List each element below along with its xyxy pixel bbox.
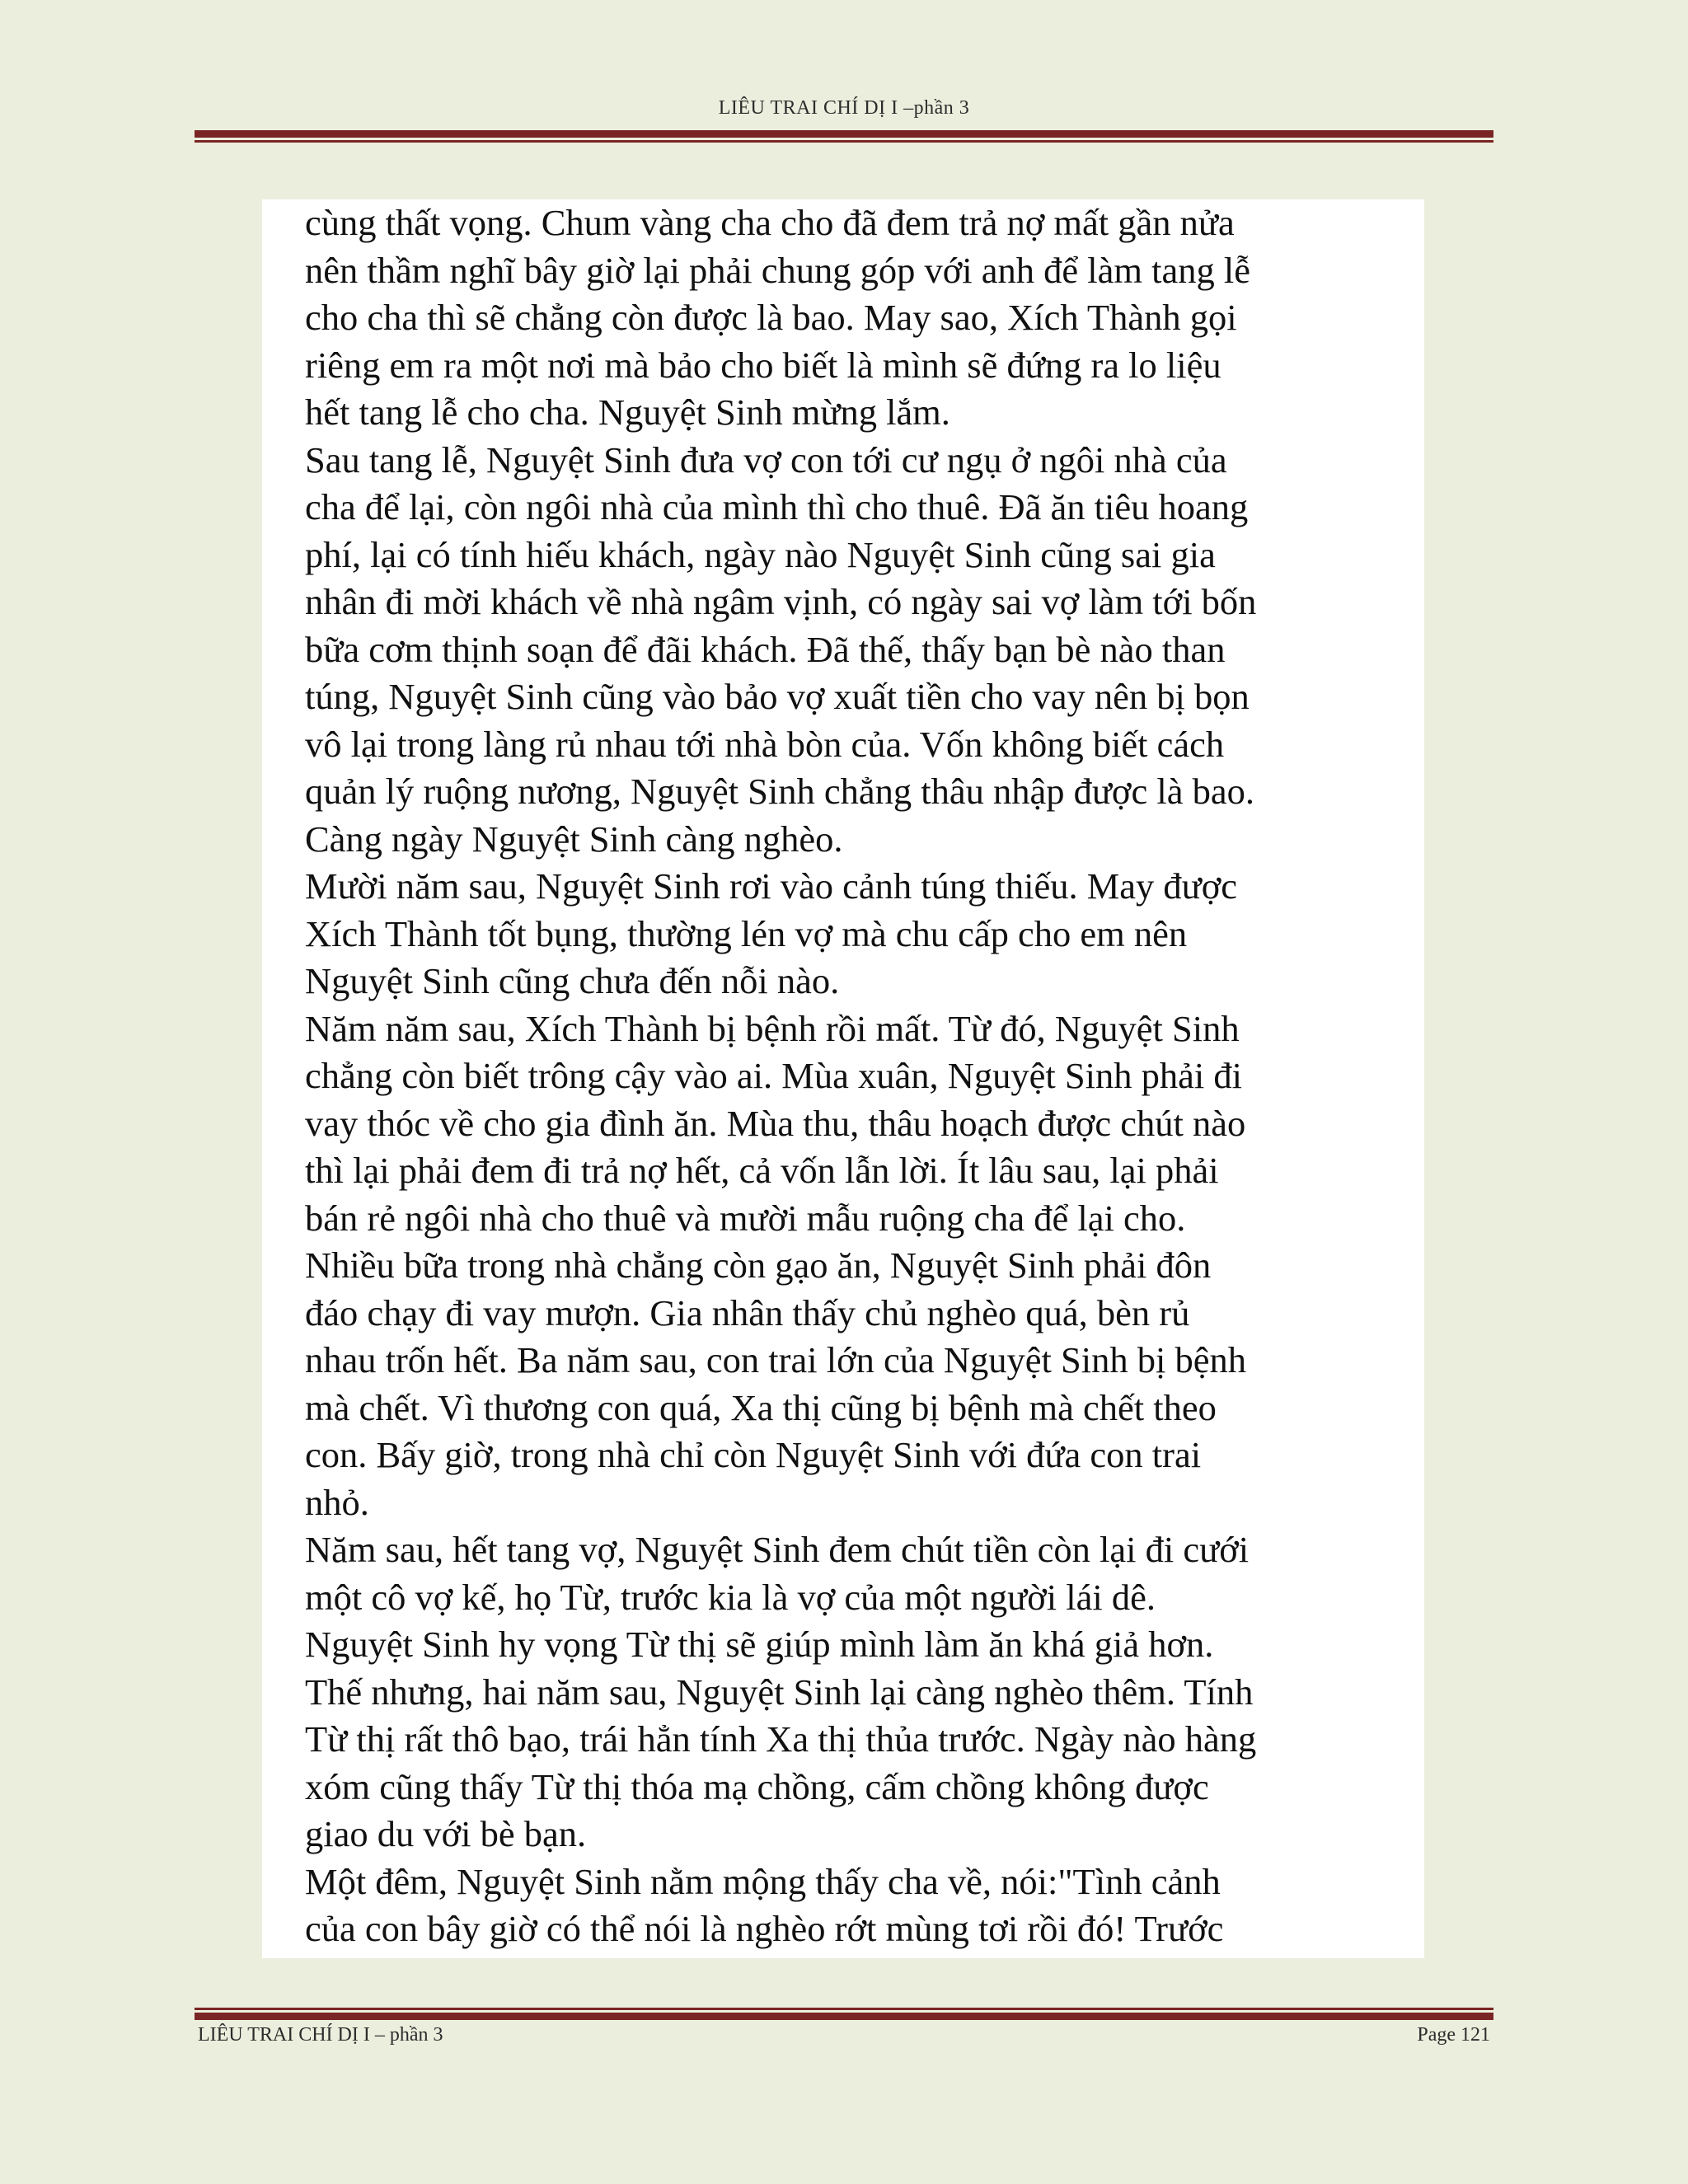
text-line: bữa cơm thịnh soạn để đãi khách. Đã thế, thấy bạn bè nào than <box>305 628 1226 670</box>
text-line: Năm sau, hết tang vợ, Nguyệt Sinh đem chút tiền còn lại đi cưới <box>305 1529 1250 1570</box>
text-line: hết tang lễ cho cha. Nguyệt Sinh mừng lắm. <box>305 391 950 433</box>
text-line: Thế nhưng, hai năm sau, Nguyệt Sinh lại càng nghèo thêm. Tính <box>305 1671 1254 1713</box>
page-number: Page 121 <box>1417 2024 1490 2046</box>
text-line: cho cha thì sẽ chẳng còn được là bao. May sao, Xích Thành gọi <box>305 297 1237 338</box>
header-rule-thick <box>195 130 1493 138</box>
text-line: Xích Thành tốt bụng, thường lén vợ mà chu cấp cho em nên <box>305 912 1188 954</box>
text-line: bán rẻ ngôi nhà cho thuê và mười mẫu ruộng cha để lại cho. <box>305 1197 1186 1239</box>
text-line: cha để lại, còn ngôi nhà của mình thì cho thuê. Đã ăn tiêu hoang <box>305 486 1249 527</box>
text-line: Năm năm sau, Xích Thành bị bệnh rồi mất. Từ đó, Nguyệt Sinh <box>305 1007 1240 1049</box>
text-line: vay thóc về cho gia đình ăn. Mùa thu, thâu hoạch được chút nào <box>305 1102 1246 1144</box>
text-line: Từ thị rất thô bạo, trái hẳn tính Xa thị thủa trước. Ngày nào hàng <box>305 1718 1257 1760</box>
body-text <box>305 199 1409 1953</box>
text-line: Sau tang lễ, Nguyệt Sinh đưa vợ con tới cư ngụ ở ngôi nhà của <box>305 438 1227 480</box>
text-line: nhân đi mời khách về nhà ngâm vịnh, có ngày sai vợ làm tới bốn <box>305 581 1257 622</box>
text-line: nhỏ. <box>305 1481 369 1523</box>
text-line: giao du với bè bạn. <box>305 1813 587 1854</box>
text-line: xóm cũng thấy Từ thị thóa mạ chồng, cấm chồng không được <box>305 1765 1209 1807</box>
text-line: mà chết. Vì thương con quá, Xa thị cũng bị bệnh mà chết theo <box>305 1386 1217 1428</box>
text-line: Càng ngày Nguyệt Sinh càng nghèo. <box>305 818 843 860</box>
footer-rule-thick <box>195 2013 1493 2020</box>
header-rule <box>195 130 1493 143</box>
text-line: cùng thất vọng. Chum vàng cha cho đã đem trả nợ mất gần nửa <box>305 202 1235 243</box>
text-line: một cô vợ kế, họ Từ, trước kia là vợ của một người lái dê. <box>305 1576 1156 1618</box>
text-line: quản lý ruộng nương, Nguyệt Sinh chẳng thâu nhập được là bao. <box>305 771 1254 812</box>
footer-title: LIÊU TRAI CHÍ DỊ I – phần 3 <box>198 2024 443 2046</box>
footer-rule <box>195 2008 1493 2020</box>
text-line: của con bây giờ có thể nói là nghèo rớt mùng tơi rồi đó! Trước <box>305 1908 1224 1949</box>
text-line: nhau trốn hết. Ba năm sau, con trai lớn của Nguyệt Sinh bị bệnh <box>305 1339 1246 1380</box>
text-line: nên thầm nghĩ bây giờ lại phải chung góp với anh để làm tang lễ <box>305 249 1250 291</box>
text-line: Một đêm, Nguyệt Sinh nằm mộng thấy cha về, nói:"Tình cảnh <box>305 1860 1221 1902</box>
header-rule-thin <box>195 140 1493 143</box>
text-line: con. Bấy giờ, trong nhà chỉ còn Nguyệt Sinh với đứa con trai <box>305 1434 1202 1475</box>
text-line: chẳng còn biết trông cậy vào ai. Mùa xuân, Nguyệt Sinh phải đi <box>305 1055 1242 1096</box>
text-line: phí, lại có tính hiếu khách, ngày nào Nguyệt Sinh cũng sai gia <box>305 533 1216 575</box>
text-line: thì lại phải đem đi trả nợ hết, cả vốn lẫn lời. Ít lâu sau, lại phải <box>305 1150 1219 1191</box>
footer-rule-thin <box>195 2008 1493 2010</box>
text-line: Mười năm sau, Nguyệt Sinh rơi vào cảnh túng thiếu. May được <box>305 865 1238 907</box>
text-line: túng, Nguyệt Sinh cũng vào bảo vợ xuất tiền cho vay nên bị bọn <box>305 676 1250 717</box>
text-line: vô lại trong làng rủ nhau tới nhà bòn của. Vốn không biết cách <box>305 723 1225 765</box>
running-header: LIÊU TRAI CHÍ DỊ I –phần 3 <box>718 97 970 119</box>
text-line: riêng em ra một nơi mà bảo cho biết là mình sẽ đứng ra lo liệu <box>305 344 1221 386</box>
text-panel <box>262 199 1424 1958</box>
text-line: Nhiều bữa trong nhà chẳng còn gạo ăn, Nguyệt Sinh phải đôn <box>305 1244 1212 1286</box>
text-line: Nguyệt Sinh cũng chưa đến nỗi nào. <box>305 960 840 1001</box>
text-line: Nguyệt Sinh hy vọng Từ thị sẽ giúp mình làm ăn khá giả hơn. <box>305 1624 1214 1665</box>
text-line: đáo chạy đi vay mượn. Gia nhân thấy chủ nghèo quá, bèn rủ <box>305 1291 1190 1333</box>
